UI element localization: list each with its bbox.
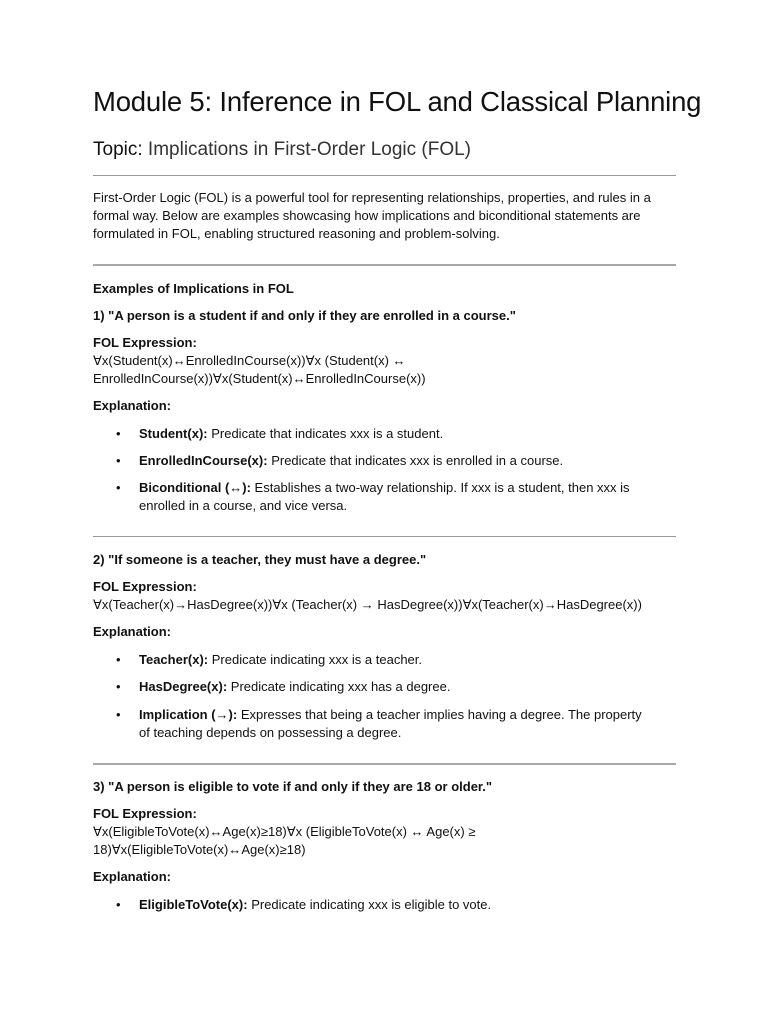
list-item <box>139 425 649 443</box>
section-heading: Examples of Implications in FOL <box>93 281 294 296</box>
bullet-dot: • <box>116 707 121 722</box>
bullet-dot: • <box>116 897 121 912</box>
bullet-term: Student(x): <box>139 426 208 441</box>
bullet-text: Predicate indicating xxx has a degree. <box>227 679 451 694</box>
bullet-text: Predicate indicating xxx is a teacher. <box>208 652 423 667</box>
bullet-term: Implication (→): <box>139 707 238 722</box>
example-3-expr-line-1: ∀x(EligibleToVote(x)↔Age(x)≥18)∀x (EligibleToVote(x) ↔ Age(x) ≥ <box>93 824 476 839</box>
list-item <box>139 896 649 914</box>
bullet-term: EligibleToVote(x): <box>139 897 248 912</box>
example-3-heading: 3) "A person is eligible to vote if and only if they are 18 or older." <box>93 779 493 794</box>
example-1-expr-label: FOL Expression: <box>93 335 197 350</box>
divider <box>93 264 676 266</box>
example-2-expl-label: Explanation: <box>93 624 172 639</box>
bullet-dot: • <box>116 453 121 468</box>
list-item <box>139 706 649 742</box>
example-2-expr-line-1: ∀x(Teacher(x)→HasDegree(x))∀x (Teacher(x) → HasDegree(x))∀x(Teacher(x)→HasDegree(x)) <box>93 597 642 612</box>
list-item <box>139 678 649 696</box>
example-1-expr-line-1: ∀x(Student(x)↔EnrolledInCourse(x))∀x (Student(x) ↔ <box>93 353 406 368</box>
example-2-heading: 2) "If someone is a teacher, they must have a degree." <box>93 552 427 567</box>
bullet-term: EnrolledInCourse(x): <box>139 453 268 468</box>
bullet-dot: • <box>116 480 121 495</box>
topic-label: Topic: <box>93 139 143 160</box>
list-item <box>139 651 649 669</box>
divider <box>93 175 676 176</box>
example-3-expr-label: FOL Expression: <box>93 806 197 821</box>
divider <box>93 763 676 765</box>
example-1-expr-line-2: EnrolledInCourse(x))∀x(Student(x)↔EnrolledInCourse(x)) <box>93 371 426 386</box>
bullet-text: Establishes a two-way relationship. If xxx is a student, then xxx is enrolled in a course, and vice versa. <box>139 480 630 513</box>
bullet-text: Expresses that being a teacher implies having a degree. The property of teaching depends on possessing a degree. <box>139 707 642 740</box>
example-3-expl-label: Explanation: <box>93 869 172 884</box>
topic-line <box>93 139 471 161</box>
example-3-expr-line-2: 18)∀x(EligibleToVote(x)↔Age(x)≥18) <box>93 842 306 857</box>
bullet-dot: • <box>116 679 121 694</box>
divider <box>93 536 676 537</box>
bullet-term: Biconditional (↔): <box>139 480 251 495</box>
bullet-text: Predicate indicating xxx is eligible to vote. <box>247 897 492 912</box>
list-item <box>139 479 649 515</box>
intro-paragraph: First-Order Logic (FOL) is a powerful tool for representing relationships, properties, and rules in a formal way. Below are examples showcasing how implications and biconditional statements are formulated in FOL, enabling structured reasoning and problem-solving. <box>93 190 651 241</box>
bullet-term: HasDegree(x): <box>139 679 228 694</box>
example-2-expr-label: FOL Expression: <box>93 579 197 594</box>
bullet-term: Teacher(x): <box>139 652 209 667</box>
bullet-dot: • <box>116 426 121 441</box>
page-title: Module 5: Inference in FOL and Classical Planning <box>93 86 702 117</box>
list-item <box>139 452 649 470</box>
bullet-text: Predicate that indicates xxx is enrolled in a course. <box>267 453 564 468</box>
bullet-dot: • <box>116 652 121 667</box>
topic-text: Implications in First-Order Logic (FOL) <box>147 139 471 160</box>
example-1-expl-label: Explanation: <box>93 398 172 413</box>
example-1-heading: 1) "A person is a student if and only if they are enrolled in a course." <box>93 308 516 323</box>
bullet-text: Predicate that indicates xxx is a student. <box>207 426 444 441</box>
